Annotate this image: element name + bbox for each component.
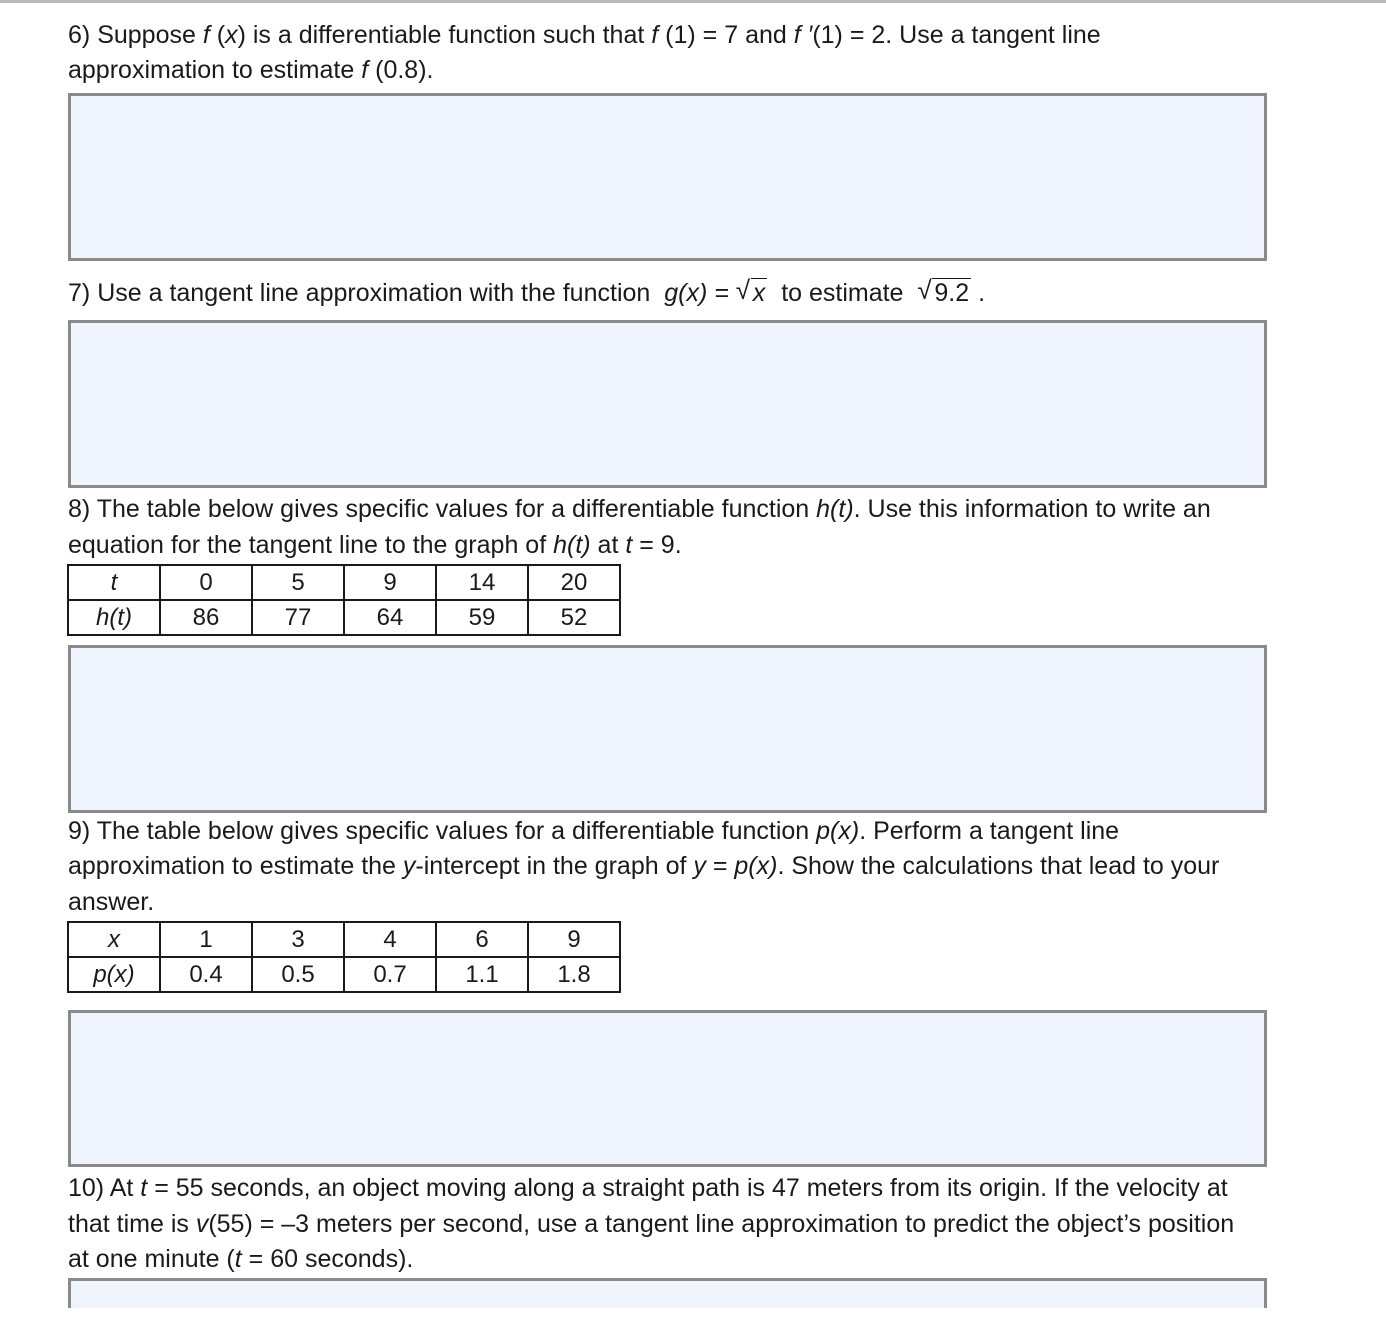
table-header-cell: p(x): [68, 957, 160, 992]
table-cell: 5: [252, 565, 344, 600]
table-cell: 1.8: [528, 957, 620, 992]
table-row: [68, 957, 620, 992]
question-8-line-1: 8) The table below gives specific values for a differentiable function h(t). Use this information to write an: [68, 495, 1211, 523]
table-p-values: [67, 921, 621, 993]
question-8-line-2: equation for the tangent line to the graph of h(t) at t = 9.: [68, 531, 682, 559]
question-6-line-2: approximation to estimate f (0.8).: [68, 56, 434, 84]
question-9-line-3: answer.: [68, 888, 155, 916]
question-6-line-1: 6) Suppose f (x) is a differentiable function such that f (1) = 7 and f ′(1) = 2. Use a tangent line: [68, 21, 1101, 49]
table-cell: 6: [436, 922, 528, 957]
table-cell: 52: [528, 600, 620, 635]
question-9-line-1: 9) The table below gives specific values for a differentiable function p(x). Perform a tangent line: [68, 817, 1120, 845]
table-cell: 0.4: [160, 957, 252, 992]
answer-box-9[interactable]: [68, 1010, 1267, 1167]
sqrt-x: √ x: [735, 275, 766, 307]
table-cell: 0.5: [252, 957, 344, 992]
question-10-line-2: that time is v(55) = –3 meters per second, use a tangent line approximation to predict the object’s position: [68, 1210, 1235, 1238]
table-row: [68, 922, 620, 957]
table-cell: 0: [160, 565, 252, 600]
table-cell: 3: [252, 922, 344, 957]
table-cell: 14: [436, 565, 528, 600]
table-h-values: [67, 564, 621, 636]
table-row: [68, 600, 620, 635]
table-header-cell: t: [68, 565, 160, 600]
top-divider: [0, 0, 1386, 3]
table-cell: 0.7: [344, 957, 436, 992]
answer-box-10[interactable]: [68, 1278, 1267, 1308]
table-cell: 59: [436, 600, 528, 635]
answer-box-7[interactable]: [68, 320, 1267, 488]
question-10-line-1: 10) At t = 55 seconds, an object moving along a straight path is 47 meters from its origin. If the velocity at: [68, 1174, 1228, 1202]
table-cell: 1: [160, 922, 252, 957]
question-7: 7) Use a tangent line approximation with the function g(x) = √ x to estimate √ 9.2 .: [68, 276, 985, 311]
table-cell: 9: [528, 922, 620, 957]
table-cell: 4: [344, 922, 436, 957]
table-cell: 86: [160, 600, 252, 635]
table-cell: 9: [344, 565, 436, 600]
table-header-cell: x: [68, 922, 160, 957]
table-cell: 20: [528, 565, 620, 600]
question-9-line-2: approximation to estimate the y-intercept in the graph of y = p(x). Show the calculations that lead to your: [68, 852, 1220, 880]
answer-box-8[interactable]: [68, 645, 1267, 813]
table-row: [68, 565, 620, 600]
sqrt-9-2: √ 9.2: [917, 275, 970, 307]
table-cell: 1.1: [436, 957, 528, 992]
question-10-line-3: at one minute (t = 60 seconds).: [68, 1245, 414, 1273]
table-cell: 64: [344, 600, 436, 635]
table-cell: 77: [252, 600, 344, 635]
answer-box-6[interactable]: [68, 93, 1267, 261]
table-header-cell: h(t): [68, 600, 160, 635]
